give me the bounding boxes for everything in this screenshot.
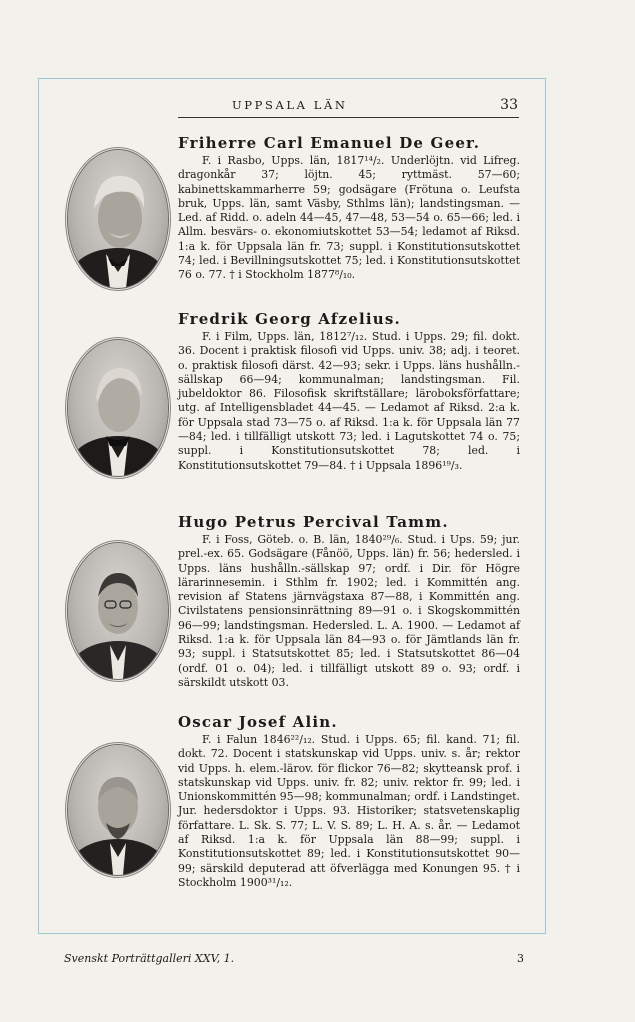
entry-text [178, 310, 520, 473]
running-head: UPPSALA LÄN [232, 98, 348, 112]
portrait-tamm [68, 543, 168, 679]
portrait-afzelius [68, 340, 168, 476]
entry-text [178, 134, 520, 283]
entry-text [178, 713, 520, 890]
entry-text [178, 513, 520, 690]
person-biography: F. i Rasbo, Upps. län, 1817¹⁴/₂. Underlöjtn. vid Lifreg. dragonkår 37; löjtn. 45; ryttmäst. 57—60; kabinettskammarherre 59; godsägare (Frötuna o. Leufsta bruk, Upps. län, samt Väsby, Sthlms län); landstingsman. — Led. af Ridd. o. adeln 44—45, 47—48, 53—54 o. 65—66; led. i Allm. besvärs- o. ekonomiutskottet 53—54; ledamot af Riksd. 1:a k. för Uppsala län fr. 73; suppl. i Konstitutionsutskottet 74; led. i Bevillningsutskottet 75; led. i Konstitutionsutskottet 76 o. 77. † i Stockholm 1877⁸/₁₀. [178, 154, 520, 282]
portrait-alin [68, 745, 168, 875]
page-header [178, 98, 518, 118]
page-footer [64, 952, 524, 965]
header-rule [178, 117, 519, 118]
publication-title: Svenskt Porträttgalleri XXV, 1. [64, 952, 235, 965]
page-number: 33 [500, 97, 518, 113]
person-name: Oscar Josef Alin. [178, 713, 338, 731]
person-biography: F. i Foss, Göteb. o. B. län, 1840²⁹/₆. Stud. i Ups. 59; jur. prel.-ex. 65. Godsägare (Fånöö, Upps. län) fr. 56; hedersled. i Upps. läns hushålln.-sällskap 97; ordf. i Dir. för Högre lärarinnesemin. i Sthlm fr. 1902; led. i Kommittén ang. revision af Statens järnvägstaxa 87—88, i Kommittén ang. Civilstatens pensionsinrättning 89—91 o. i Skogskommittén 96—99; landstingsman. Hedersled. L. A. 1900. — Ledamot af Riksd. 1:a k. för Uppsala län 84—93 o. för Jämtlands län fr. 93; suppl. i Statsutskottet 85; led. i Statsutskottet 86—04 (ordf. 01 o. 04); led. i tillfälligt utskott 89 o. 93; ordf. i särskildt utskott 03. [178, 533, 520, 689]
person-name: Fredrik Georg Afzelius. [178, 310, 401, 328]
signature-mark: 3 [517, 952, 524, 965]
person-name: Friherre Carl Emanuel De Geer. [178, 134, 481, 152]
person-name: Hugo Petrus Percival Tamm. [178, 513, 449, 531]
portrait-de-geer [68, 150, 168, 288]
person-biography: F. i Falun 1846²²/₁₂. Stud. i Upps. 65; fil. kand. 71; fil. dokt. 72. Docent i statskunskap vid Upps. univ. s. år; rektor vid Upps. h. elem.-lärov. för flickor 76—82; skytteansk prof. i statskunskap vid Upps. univ. fr. 82; univ. rektor fr. 99; led. i Unionskommittén 95—98; kommunalman; ordf. i Landstinget. Jur. hedersdoktor i Upps. 93. Historiker; statsvetenskaplig författare. L. Sk. S. 77; L. V. S. 89; L. H. A. s. år. — Ledamot af Riksd. 1:a k. för Uppsala län 88—99; suppl. i Konstitutionsutskottet 89; led. i Konstitutionsutskottet 90—99; särskild deputerad att öfverlägga med Konungen 95. † i Stockholm 1900³¹/₁₂. [178, 733, 520, 889]
person-biography: F. i Film, Upps. län, 1812⁷/₁₂. Stud. i Upps. 29; fil. dokt. 36. Docent i praktisk filosofi vid Upps. univ. 38; adj. i teoret. o. praktisk filosofi därst. 42—93; sekr. i Upps. läns hushålln.-sällskap 66—94; kommunalman; landstingsman. Fil. jubeldoktor 86. Filosofisk skriftställare; läroboksförfattare; utg. af Intelligensbladet 44—45. — Ledamot af Riksd. 2:a k. för Uppsala stad 73—75 o. af Riksd. 1:a k. för Uppsala län 77—84; led. i tillfälligt utskott 73; led. i Lagutskottet 74 o. 75; suppl. i Konstitutionsutskottet 78; led. i Konstitutionsutskottet 79—84. † i Uppsala 1896¹⁹/₃. [178, 330, 520, 472]
